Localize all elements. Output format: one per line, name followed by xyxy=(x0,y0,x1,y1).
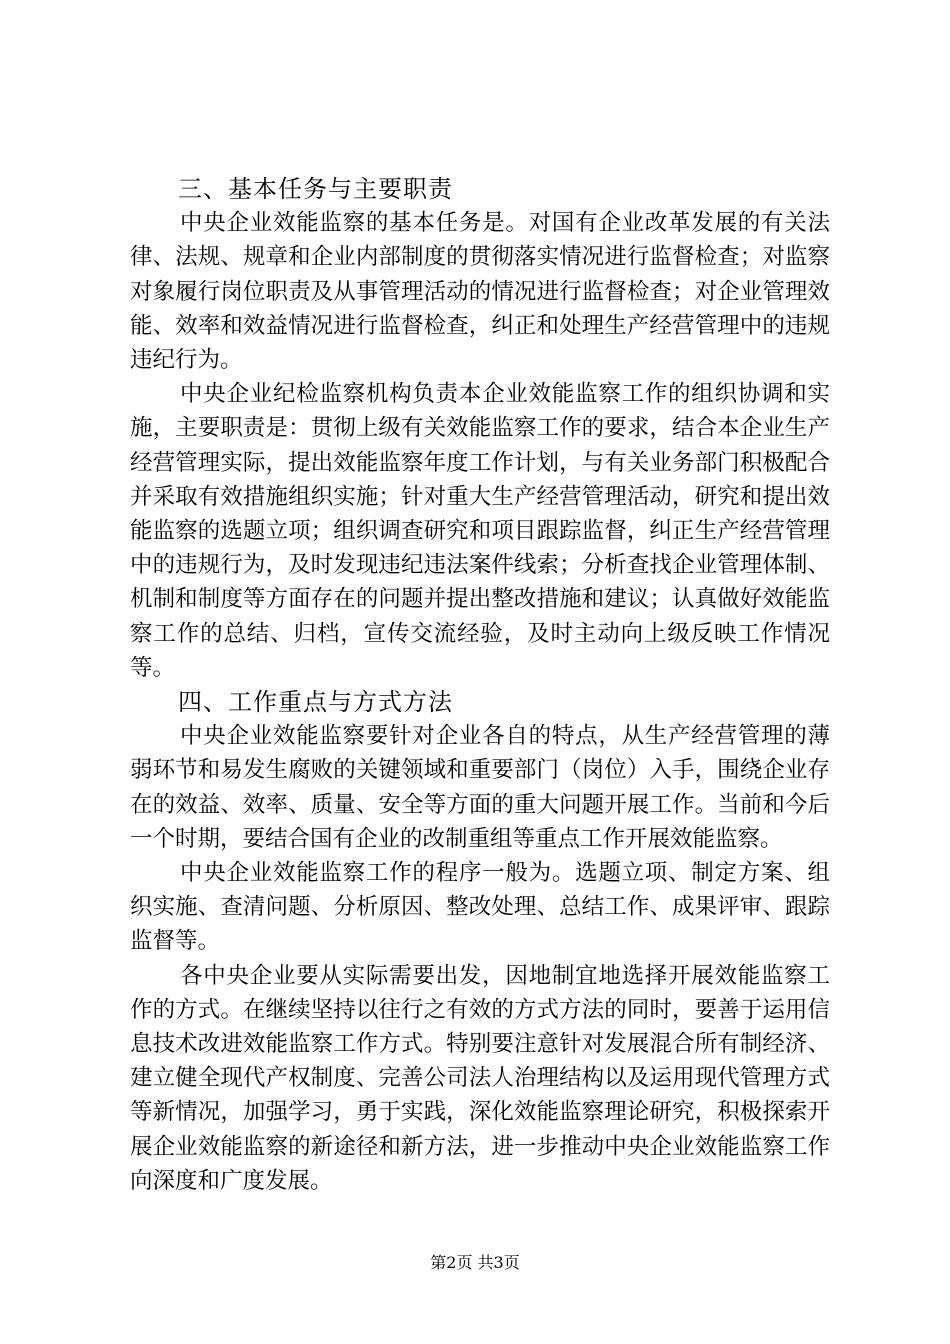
document-body xyxy=(130,172,830,1198)
page-footer xyxy=(0,1253,950,1273)
paragraph-main-duties: 中央企业纪检监察机构负责本企业效能监察工作的组织协调和实施，主要职责是：贯彻上级有关效能监察工作的要求，结合本企业生产经营管理实际，提出效能监察年度工作计划，与有关业务部门积极配合并采取有效措施组织实施；针对重大生产经营管理活动，研究和提出效能监察的选题立项；组织调查研究和项目跟踪监督，纠正生产经营管理中的违规行为，及时发现违纪违法案件线索；分析查找企业管理体制、机制和制度等方面存在的问题并提出整改措施和建议；认真做好效能监察工作的总结、归档，宣传交流经验，及时主动向上级反映工作情况等。 xyxy=(130,381,830,681)
page-number-label: 第2页 共3页 xyxy=(430,1253,520,1272)
paragraph-work-procedure: 中央企业效能监察工作的程序一般为。选题立项、制定方案、组织实施、查清问题、分析原因、整改处理、总结工作、成果评审、跟踪监督等。 xyxy=(130,860,830,955)
section-heading-work-focus: 四、工作重点与方式方法 xyxy=(178,688,453,717)
paragraph-basic-tasks: 中央企业效能监察的基本任务是。对国有企业改革发展的有关法律、法规、规章和企业内部制度的贯彻落实情况进行监督检查；对监察对象履行岗位职责及从事管理活动的情况进行监督检查；对企业管理效能、效率和效益情况进行监督检查，纠正和处理生产经营管理中的违规违纪行为。 xyxy=(130,210,830,374)
paragraph-work-focus: 中央企业效能监察要针对企业各自的特点，从生产经营管理的薄弱环节和易发生腐败的关键领域和重要部门（岗位）入手，围绕企业存在的效益、效率、质量、安全等方面的重大问题开展工作。当前和今后一个时期，要结合国有企业的改制重组等重点工作开展效能监察。 xyxy=(130,723,830,852)
paragraph-work-methods: 各中央企业要从实际需要出发，因地制宜地选择开展效能监察工作的方式。在继续坚持以往行之有效的方式方法的同时，要善于运用信息技术改进效能监察工作方式。特别要注意针对发展混合所有制经济、建立健全现代产权制度、完善公司法人治理结构以及运用现代管理方式等新情况，加强学习，勇于实践，深化效能监察理论研究，积极探索开展企业效能监察的新途径和新方法，进一步推动中央企业效能监察工作向深度和广度发展。 xyxy=(130,962,830,1194)
section-heading-basic-tasks: 三、基本任务与主要职责 xyxy=(178,175,453,203)
